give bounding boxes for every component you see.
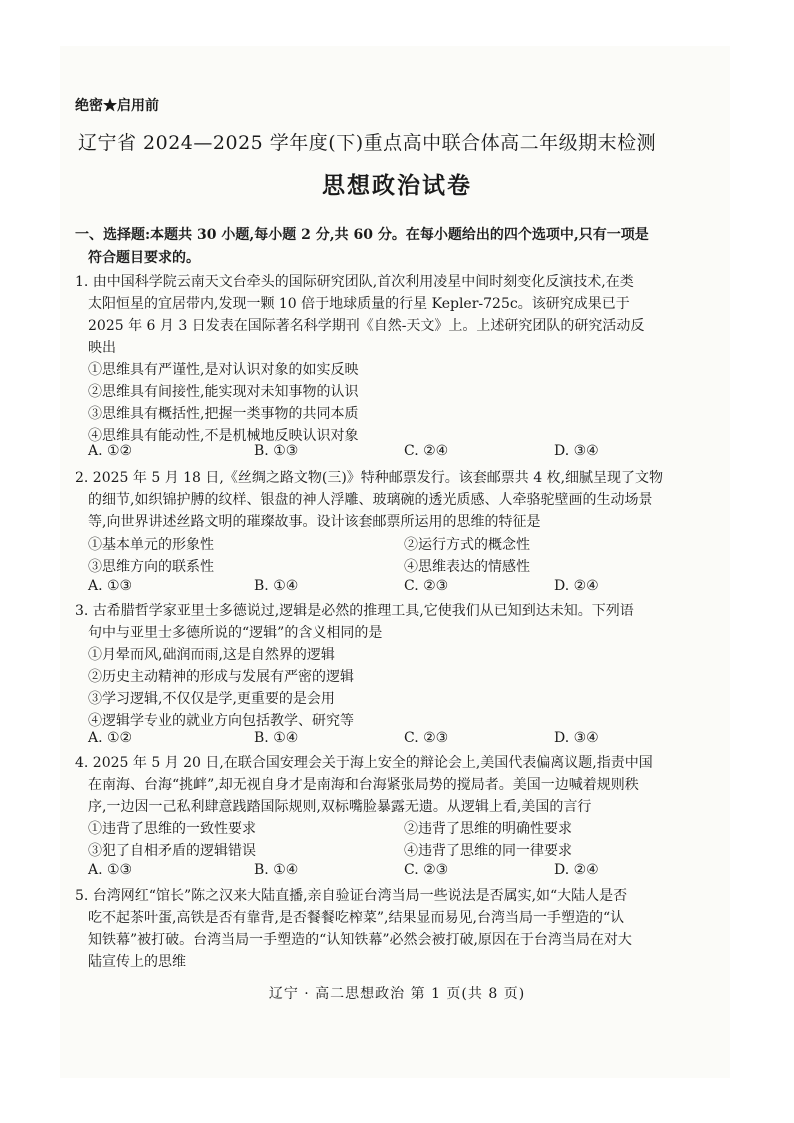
q5-stem: 5. 台湾网红“馆长”陈之汉来大陆直播,亲自验证台湾当局一些说法是否属实,如“大陆人是否 xyxy=(75,888,628,904)
q2-statement: ③思维方向的联系性 xyxy=(88,559,214,575)
q2-option-b: B. ①④ xyxy=(254,578,299,594)
q1-stem: 映出 xyxy=(88,340,116,356)
q4-option-c: C. ②③ xyxy=(404,862,449,878)
q3-option-b: B. ①④ xyxy=(254,730,299,746)
q5-stem: 陆宣传上的思维 xyxy=(88,954,186,970)
q3-stem: 句中与亚里士多德所说的“逻辑”的含义相同的是 xyxy=(88,625,383,641)
q4-stem: 序,一边因一己私利肆意践踏国际规则,双标嘴脸暴露无遗。从逻辑上看,美国的言行 xyxy=(88,799,592,815)
q1-stem: 太阳恒星的宜居带内,发现一颗 10 倍于地球质量的行星 Kepler-725c。该研究成果已于 xyxy=(88,296,630,312)
q2-option-c: C. ②③ xyxy=(404,578,449,594)
q2-statement: ④思维表达的情感性 xyxy=(404,559,530,575)
q5-stem: 知铁幕”被打破。台湾当局一手塑造的“认知铁幕”必然会被打破,原因在于台湾当局在对大 xyxy=(88,932,632,948)
q3-stem: 3. 古希腊哲学家亚里士多德说过,逻辑是必然的推理工具,它使我们从已知到达未知。下列语 xyxy=(75,603,634,619)
q2-statement: ①基本单元的形象性 xyxy=(88,537,214,553)
subject-title: 思想政治试卷 xyxy=(322,172,472,199)
q3-option-d: D. ③④ xyxy=(554,730,599,746)
q1-statement: ①思维具有严谨性,是对认识对象的如实反映 xyxy=(88,362,359,378)
q3-statement: ①月晕而风,础润而雨,这是自然界的逻辑 xyxy=(88,647,335,663)
confidential-label: 绝密★启用前 xyxy=(75,98,159,114)
q4-option-d: D. ②④ xyxy=(554,862,599,878)
q4-stem: 在南海、台海“挑衅”,却无视自身才是南海和台海紧张局势的搅局者。美国一边喊着规则秩 xyxy=(88,777,639,793)
q3-option-c: C. ②③ xyxy=(404,730,449,746)
section-instructions: 一、选择题:本题共 30 小题,每小题 2 分,共 60 分。在每小题给出的四个选项中,只有一项是 xyxy=(75,227,649,243)
q2-stem: 的细节,如织锦护膊的纹样、银盘的神人浮雕、玻璃碗的透光质感、人牵骆驼壁画的生动场景 xyxy=(88,492,653,508)
q4-statement: ②违背了思维的明确性要求 xyxy=(404,821,572,837)
q1-option-c: C. ②④ xyxy=(404,443,449,459)
section-instructions-cont: 符合题目要求的。 xyxy=(88,250,200,266)
q3-statement: ③学习逻辑,不仅仅是学,更重要的是会用 xyxy=(88,691,335,707)
q2-option-a: A. ①③ xyxy=(88,578,133,594)
q2-stem: 等,向世界讲述丝路文明的璀璨故事。设计该套邮票所运用的思维的特征是 xyxy=(88,514,541,530)
q4-stem: 4. 2025 年 5 月 20 日,在联合国安理会关于海上安全的辩论会上,美国代表偏离议题,指责中国 xyxy=(75,755,653,771)
page-footer: 辽宁 · 高二思想政治 第 1 页(共 8 页) xyxy=(268,986,526,1002)
q1-statement: ②思维具有间接性,能实现对未知事物的认识 xyxy=(88,384,359,400)
q4-option-a: A. ①③ xyxy=(88,862,133,878)
q1-option-b: B. ①③ xyxy=(254,443,299,459)
q1-stem: 1. 由中国科学院云南天文台牵头的国际研究团队,首次利用凌星中间时刻变化反演技术,在类 xyxy=(75,274,634,290)
q4-statement: ④违背了思维的同一律要求 xyxy=(404,843,572,859)
q3-option-a: A. ①② xyxy=(88,730,133,746)
q4-option-b: B. ①④ xyxy=(254,862,299,878)
q3-statement: ④逻辑学专业的就业方向包括教学、研究等 xyxy=(88,713,354,729)
q4-statement: ①违背了思维的一致性要求 xyxy=(88,821,256,837)
q1-statement: ③思维具有概括性,把握一类事物的共同本质 xyxy=(88,406,359,422)
exam-title: 辽宁省 2024—2025 学年度(下)重点高中联合体高二年级期末检测 xyxy=(78,132,657,154)
q1-statement: ④思维具有能动性,不是机械地反映认识对象 xyxy=(88,428,359,444)
q2-statement: ②运行方式的概念性 xyxy=(404,537,530,553)
q1-stem: 2025 年 6 月 3 日发表在国际著名科学期刊《自然-天文》上。上述研究团队的研究活动反 xyxy=(88,318,645,334)
q2-option-d: D. ②④ xyxy=(554,578,599,594)
q2-stem: 2. 2025 年 5 月 18 日,《丝绸之路文物(三)》特种邮票发行。该套邮票共 4 枚,细腻呈现了文物 xyxy=(75,470,664,486)
q5-stem: 吃不起茶叶蛋,高铁是否有靠背,是否餐餐吃榨菜”,结果显而易见,台湾当局一手塑造的“认 xyxy=(88,910,625,926)
q1-option-a: A. ①② xyxy=(88,443,133,459)
q4-statement: ③犯了自相矛盾的逻辑错误 xyxy=(88,843,256,859)
q3-statement: ②历史主动精神的形成与发展有严密的逻辑 xyxy=(88,669,354,685)
q1-option-d: D. ③④ xyxy=(554,443,599,459)
